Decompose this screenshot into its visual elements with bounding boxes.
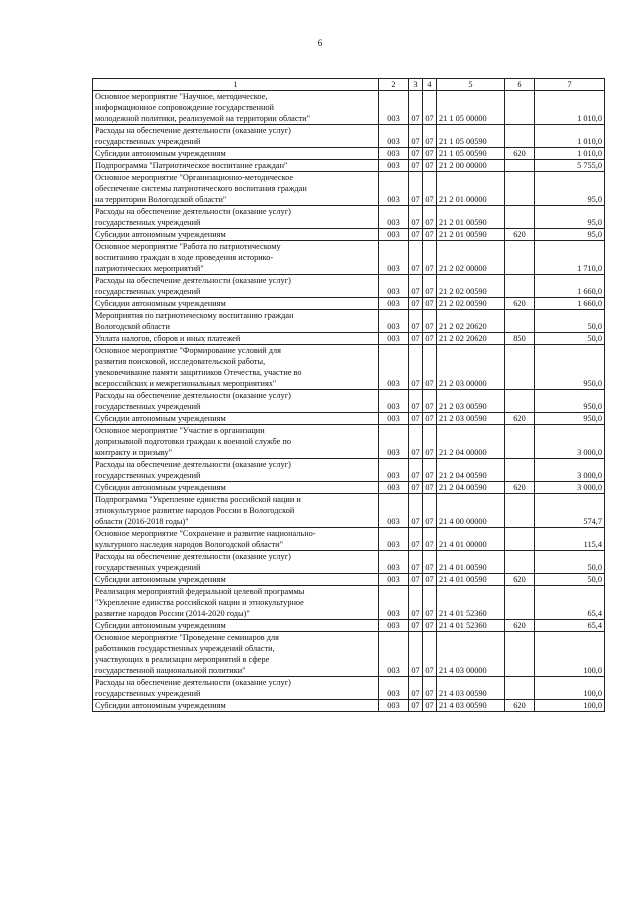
row-name-cell: Субсидии автономным учреждениям (93, 574, 379, 586)
row-expense-type-cell: 620 (505, 413, 535, 425)
row-name-cell: Субсидии автономным учреждениям (93, 700, 379, 712)
row-section-code-cell: 07 (409, 551, 423, 574)
table-row (93, 586, 605, 620)
row-subsection-code-cell: 07 (423, 333, 437, 345)
row-target-article-cell: 21 2 03 00590 (437, 390, 505, 413)
row-section-code-cell: 07 (409, 125, 423, 148)
row-expense-type-cell (505, 528, 535, 551)
row-target-article-cell: 21 4 01 52360 (437, 620, 505, 632)
table-row (93, 425, 605, 459)
row-name-cell: Уплата налогов, сборов и иных платежей (93, 333, 379, 345)
table-row (93, 275, 605, 298)
row-target-article-cell: 21 4 01 00590 (437, 574, 505, 586)
row-admin-code-cell: 003 (379, 345, 409, 390)
row-admin-code-cell: 003 (379, 160, 409, 172)
row-section-code-cell: 07 (409, 298, 423, 310)
row-name-cell: Расходы на обеспечение деятельности (оказание услуг) государственных учреждений (93, 125, 379, 148)
table-row (93, 148, 605, 160)
row-admin-code-cell: 003 (379, 551, 409, 574)
row-target-article-cell: 21 1 05 00000 (437, 91, 505, 125)
row-subsection-code-cell: 07 (423, 172, 437, 206)
row-target-article-cell: 21 4 03 00590 (437, 677, 505, 700)
row-subsection-code-cell: 07 (423, 528, 437, 551)
row-expense-type-cell (505, 425, 535, 459)
row-amount-cell: 65,4 (535, 586, 605, 620)
row-expense-type-cell (505, 172, 535, 206)
row-target-article-cell: 21 2 00 00000 (437, 160, 505, 172)
row-section-code-cell: 07 (409, 148, 423, 160)
row-section-code-cell: 07 (409, 172, 423, 206)
row-section-code-cell: 07 (409, 229, 423, 241)
row-admin-code-cell: 003 (379, 241, 409, 275)
row-admin-code-cell: 003 (379, 425, 409, 459)
row-amount-cell: 95,0 (535, 229, 605, 241)
row-target-article-cell: 21 4 01 00590 (437, 551, 505, 574)
row-amount-cell: 95,0 (535, 172, 605, 206)
row-expense-type-cell: 620 (505, 298, 535, 310)
row-expense-type-cell: 620 (505, 574, 535, 586)
row-name-cell: Основное мероприятие "Сохранение и развитие национально- культурного наследия народов Вологодской области" (93, 528, 379, 551)
row-admin-code-cell: 003 (379, 482, 409, 494)
row-name-cell: Субсидии автономным учреждениям (93, 413, 379, 425)
row-subsection-code-cell: 07 (423, 700, 437, 712)
row-section-code-cell: 07 (409, 160, 423, 172)
row-admin-code-cell: 003 (379, 459, 409, 482)
row-name-cell: Субсидии автономным учреждениям (93, 482, 379, 494)
row-target-article-cell: 21 2 02 00590 (437, 298, 505, 310)
row-admin-code-cell: 003 (379, 620, 409, 632)
row-target-article-cell: 21 4 03 00000 (437, 632, 505, 677)
row-admin-code-cell: 003 (379, 413, 409, 425)
table-row (93, 413, 605, 425)
row-amount-cell: 950,0 (535, 390, 605, 413)
row-admin-code-cell: 003 (379, 333, 409, 345)
row-amount-cell: 50,0 (535, 333, 605, 345)
row-amount-cell: 1 010,0 (535, 91, 605, 125)
row-section-code-cell: 07 (409, 528, 423, 551)
row-section-code-cell: 07 (409, 345, 423, 390)
row-target-article-cell: 21 2 04 00590 (437, 459, 505, 482)
budget-table (92, 78, 605, 712)
row-admin-code-cell: 003 (379, 700, 409, 712)
table-row (93, 206, 605, 229)
row-amount-cell: 1 010,0 (535, 125, 605, 148)
row-section-code-cell: 07 (409, 632, 423, 677)
row-amount-cell: 50,0 (535, 574, 605, 586)
table-row (93, 494, 605, 528)
row-subsection-code-cell: 07 (423, 494, 437, 528)
row-section-code-cell: 07 (409, 390, 423, 413)
row-amount-cell: 95,0 (535, 206, 605, 229)
header-col-4: 4 (423, 79, 437, 91)
table-row (93, 172, 605, 206)
row-expense-type-cell (505, 241, 535, 275)
row-name-cell: Расходы на обеспечение деятельности (оказание услуг) государственных учреждений (93, 206, 379, 229)
row-admin-code-cell: 003 (379, 91, 409, 125)
row-amount-cell: 3 000,0 (535, 459, 605, 482)
row-name-cell: Субсидии автономным учреждениям (93, 298, 379, 310)
row-expense-type-cell (505, 125, 535, 148)
row-expense-type-cell (505, 494, 535, 528)
row-amount-cell: 1 660,0 (535, 298, 605, 310)
row-admin-code-cell: 003 (379, 494, 409, 528)
row-amount-cell: 950,0 (535, 345, 605, 390)
row-admin-code-cell: 003 (379, 172, 409, 206)
row-admin-code-cell: 003 (379, 574, 409, 586)
row-target-article-cell: 21 1 05 00590 (437, 148, 505, 160)
row-amount-cell: 574,7 (535, 494, 605, 528)
row-subsection-code-cell: 07 (423, 586, 437, 620)
row-expense-type-cell (505, 586, 535, 620)
row-name-cell: Основное мероприятие "Работа по патриотическому воспитанию граждан в ходе проведения историко- патриотических мероприятий" (93, 241, 379, 275)
row-amount-cell: 1 010,0 (535, 148, 605, 160)
row-admin-code-cell: 003 (379, 229, 409, 241)
row-target-article-cell: 21 2 01 00590 (437, 229, 505, 241)
row-section-code-cell: 07 (409, 574, 423, 586)
row-admin-code-cell: 003 (379, 275, 409, 298)
row-target-article-cell: 21 2 02 00000 (437, 241, 505, 275)
row-subsection-code-cell: 07 (423, 310, 437, 333)
row-subsection-code-cell: 07 (423, 620, 437, 632)
row-subsection-code-cell: 07 (423, 390, 437, 413)
row-amount-cell: 115,4 (535, 528, 605, 551)
row-section-code-cell: 07 (409, 620, 423, 632)
row-subsection-code-cell: 07 (423, 160, 437, 172)
row-section-code-cell: 07 (409, 494, 423, 528)
row-section-code-cell: 07 (409, 700, 423, 712)
row-amount-cell: 950,0 (535, 413, 605, 425)
row-expense-type-cell (505, 206, 535, 229)
table-row (93, 551, 605, 574)
row-expense-type-cell: 620 (505, 148, 535, 160)
row-subsection-code-cell: 07 (423, 425, 437, 459)
table-row (93, 482, 605, 494)
row-subsection-code-cell: 07 (423, 413, 437, 425)
row-section-code-cell: 07 (409, 275, 423, 298)
row-name-cell: Мероприятия по патриотическому воспитанию граждан Вологодской области (93, 310, 379, 333)
row-subsection-code-cell: 07 (423, 632, 437, 677)
row-amount-cell: 1 710,0 (535, 241, 605, 275)
row-amount-cell: 1 660,0 (535, 275, 605, 298)
row-target-article-cell: 21 2 03 00590 (437, 413, 505, 425)
table-row (93, 241, 605, 275)
row-name-cell: Расходы на обеспечение деятельности (оказание услуг) государственных учреждений (93, 390, 379, 413)
row-name-cell: Подпрограмма "Патриотическое воспитание граждан" (93, 160, 379, 172)
row-expense-type-cell (505, 275, 535, 298)
row-subsection-code-cell: 07 (423, 148, 437, 160)
table-row (93, 700, 605, 712)
row-subsection-code-cell: 07 (423, 677, 437, 700)
table-row (93, 125, 605, 148)
row-section-code-cell: 07 (409, 241, 423, 275)
table-row (93, 459, 605, 482)
row-subsection-code-cell: 07 (423, 206, 437, 229)
row-expense-type-cell: 620 (505, 620, 535, 632)
row-expense-type-cell (505, 632, 535, 677)
row-subsection-code-cell: 07 (423, 125, 437, 148)
row-expense-type-cell (505, 345, 535, 390)
row-name-cell: Субсидии автономным учреждениям (93, 620, 379, 632)
table-row (93, 333, 605, 345)
table-row (93, 390, 605, 413)
row-subsection-code-cell: 07 (423, 551, 437, 574)
row-expense-type-cell (505, 91, 535, 125)
row-name-cell: Основное мероприятие "Проведение семинаров для работников государственных учреждений области, участвующих в реализации мероприятий в сфере государственной национальной политики" (93, 632, 379, 677)
row-admin-code-cell: 003 (379, 586, 409, 620)
row-expense-type-cell: 850 (505, 333, 535, 345)
row-subsection-code-cell: 07 (423, 275, 437, 298)
row-section-code-cell: 07 (409, 310, 423, 333)
row-section-code-cell: 07 (409, 459, 423, 482)
table-row (93, 160, 605, 172)
row-subsection-code-cell: 07 (423, 459, 437, 482)
row-target-article-cell: 21 2 03 00000 (437, 345, 505, 390)
row-target-article-cell: 21 2 01 00590 (437, 206, 505, 229)
row-admin-code-cell: 003 (379, 125, 409, 148)
row-amount-cell: 100,0 (535, 677, 605, 700)
header-col-5: 5 (437, 79, 505, 91)
row-amount-cell: 50,0 (535, 551, 605, 574)
row-admin-code-cell: 003 (379, 310, 409, 333)
table-row (93, 632, 605, 677)
row-subsection-code-cell: 07 (423, 241, 437, 275)
row-subsection-code-cell: 07 (423, 229, 437, 241)
header-col-7: 7 (535, 79, 605, 91)
row-target-article-cell: 21 4 01 00000 (437, 528, 505, 551)
row-subsection-code-cell: 07 (423, 574, 437, 586)
row-subsection-code-cell: 07 (423, 482, 437, 494)
row-target-article-cell: 21 2 04 00590 (437, 482, 505, 494)
row-name-cell: Подпрограмма "Укрепление единства российской нации и этнокультурное развитие народов России в Вологодской области (2016-2018 годы)" (93, 494, 379, 528)
row-amount-cell: 100,0 (535, 632, 605, 677)
table-row (93, 620, 605, 632)
row-amount-cell: 50,0 (535, 310, 605, 333)
row-amount-cell: 3 000,0 (535, 482, 605, 494)
row-expense-type-cell (505, 677, 535, 700)
row-target-article-cell: 21 4 03 00590 (437, 700, 505, 712)
row-admin-code-cell: 003 (379, 632, 409, 677)
row-name-cell: Основное мероприятие "Участие в организации допризывной подготовки граждан к военной службе по контракту и призыву" (93, 425, 379, 459)
row-name-cell: Расходы на обеспечение деятельности (оказание услуг) государственных учреждений (93, 459, 379, 482)
row-expense-type-cell: 620 (505, 229, 535, 241)
row-target-article-cell: 21 2 01 00000 (437, 172, 505, 206)
row-admin-code-cell: 003 (379, 677, 409, 700)
row-amount-cell: 3 000,0 (535, 425, 605, 459)
row-expense-type-cell: 620 (505, 482, 535, 494)
row-target-article-cell: 21 4 00 00000 (437, 494, 505, 528)
row-subsection-code-cell: 07 (423, 345, 437, 390)
table-row (93, 574, 605, 586)
table-header-row (93, 79, 605, 91)
row-admin-code-cell: 003 (379, 206, 409, 229)
row-section-code-cell: 07 (409, 425, 423, 459)
header-col-2: 2 (379, 79, 409, 91)
table-row (93, 91, 605, 125)
table-row (93, 298, 605, 310)
row-target-article-cell: 21 2 02 00590 (437, 275, 505, 298)
row-expense-type-cell (505, 551, 535, 574)
row-name-cell: Реализация мероприятий федеральной целевой программы "Укрепление единства российской нации и этнокультурное развитие народов России (2014-2020 годы)" (93, 586, 379, 620)
row-subsection-code-cell: 07 (423, 91, 437, 125)
row-section-code-cell: 07 (409, 482, 423, 494)
table-row (93, 677, 605, 700)
row-name-cell: Основное мероприятие "Формирование условий для развития поисковой, исследовательской работы, увековечивание памяти защитников Отечества, участие во всероссийских и межрегиональных мероприятиях" (93, 345, 379, 390)
table-row (93, 528, 605, 551)
row-name-cell: Основное мероприятие "Организационно-методическое обеспечение системы патриотического воспитания граждан на территории Вологодской области" (93, 172, 379, 206)
row-amount-cell: 100,0 (535, 700, 605, 712)
row-section-code-cell: 07 (409, 413, 423, 425)
header-col-3: 3 (409, 79, 423, 91)
row-name-cell: Основное мероприятие "Научное, методическое, информационное сопровождение государственной молодежной политики, реализуемой на территории области" (93, 91, 379, 125)
row-section-code-cell: 07 (409, 91, 423, 125)
row-target-article-cell: 21 2 04 00000 (437, 425, 505, 459)
table-row (93, 310, 605, 333)
row-subsection-code-cell: 07 (423, 298, 437, 310)
header-col-6: 6 (505, 79, 535, 91)
row-target-article-cell: 21 1 05 00590 (437, 125, 505, 148)
row-admin-code-cell: 003 (379, 148, 409, 160)
row-expense-type-cell (505, 390, 535, 413)
row-amount-cell: 5 755,0 (535, 160, 605, 172)
row-name-cell: Расходы на обеспечение деятельности (оказание услуг) государственных учреждений (93, 551, 379, 574)
row-name-cell: Субсидии автономным учреждениям (93, 229, 379, 241)
page-number: 6 (317, 38, 323, 48)
row-section-code-cell: 07 (409, 206, 423, 229)
row-admin-code-cell: 003 (379, 390, 409, 413)
row-expense-type-cell (505, 160, 535, 172)
row-name-cell: Субсидии автономным учреждениям (93, 148, 379, 160)
row-section-code-cell: 07 (409, 333, 423, 345)
row-expense-type-cell (505, 310, 535, 333)
row-admin-code-cell: 003 (379, 298, 409, 310)
table-row (93, 345, 605, 390)
row-admin-code-cell: 003 (379, 528, 409, 551)
row-target-article-cell: 21 2 02 20620 (437, 333, 505, 345)
row-section-code-cell: 07 (409, 586, 423, 620)
row-target-article-cell: 21 2 02 20620 (437, 310, 505, 333)
row-target-article-cell: 21 4 01 52360 (437, 586, 505, 620)
row-amount-cell: 65,4 (535, 620, 605, 632)
row-name-cell: Расходы на обеспечение деятельности (оказание услуг) государственных учреждений (93, 677, 379, 700)
row-expense-type-cell: 620 (505, 700, 535, 712)
header-col-1: 1 (93, 79, 379, 91)
row-section-code-cell: 07 (409, 677, 423, 700)
table-row (93, 229, 605, 241)
row-name-cell: Расходы на обеспечение деятельности (оказание услуг) государственных учреждений (93, 275, 379, 298)
row-expense-type-cell (505, 459, 535, 482)
